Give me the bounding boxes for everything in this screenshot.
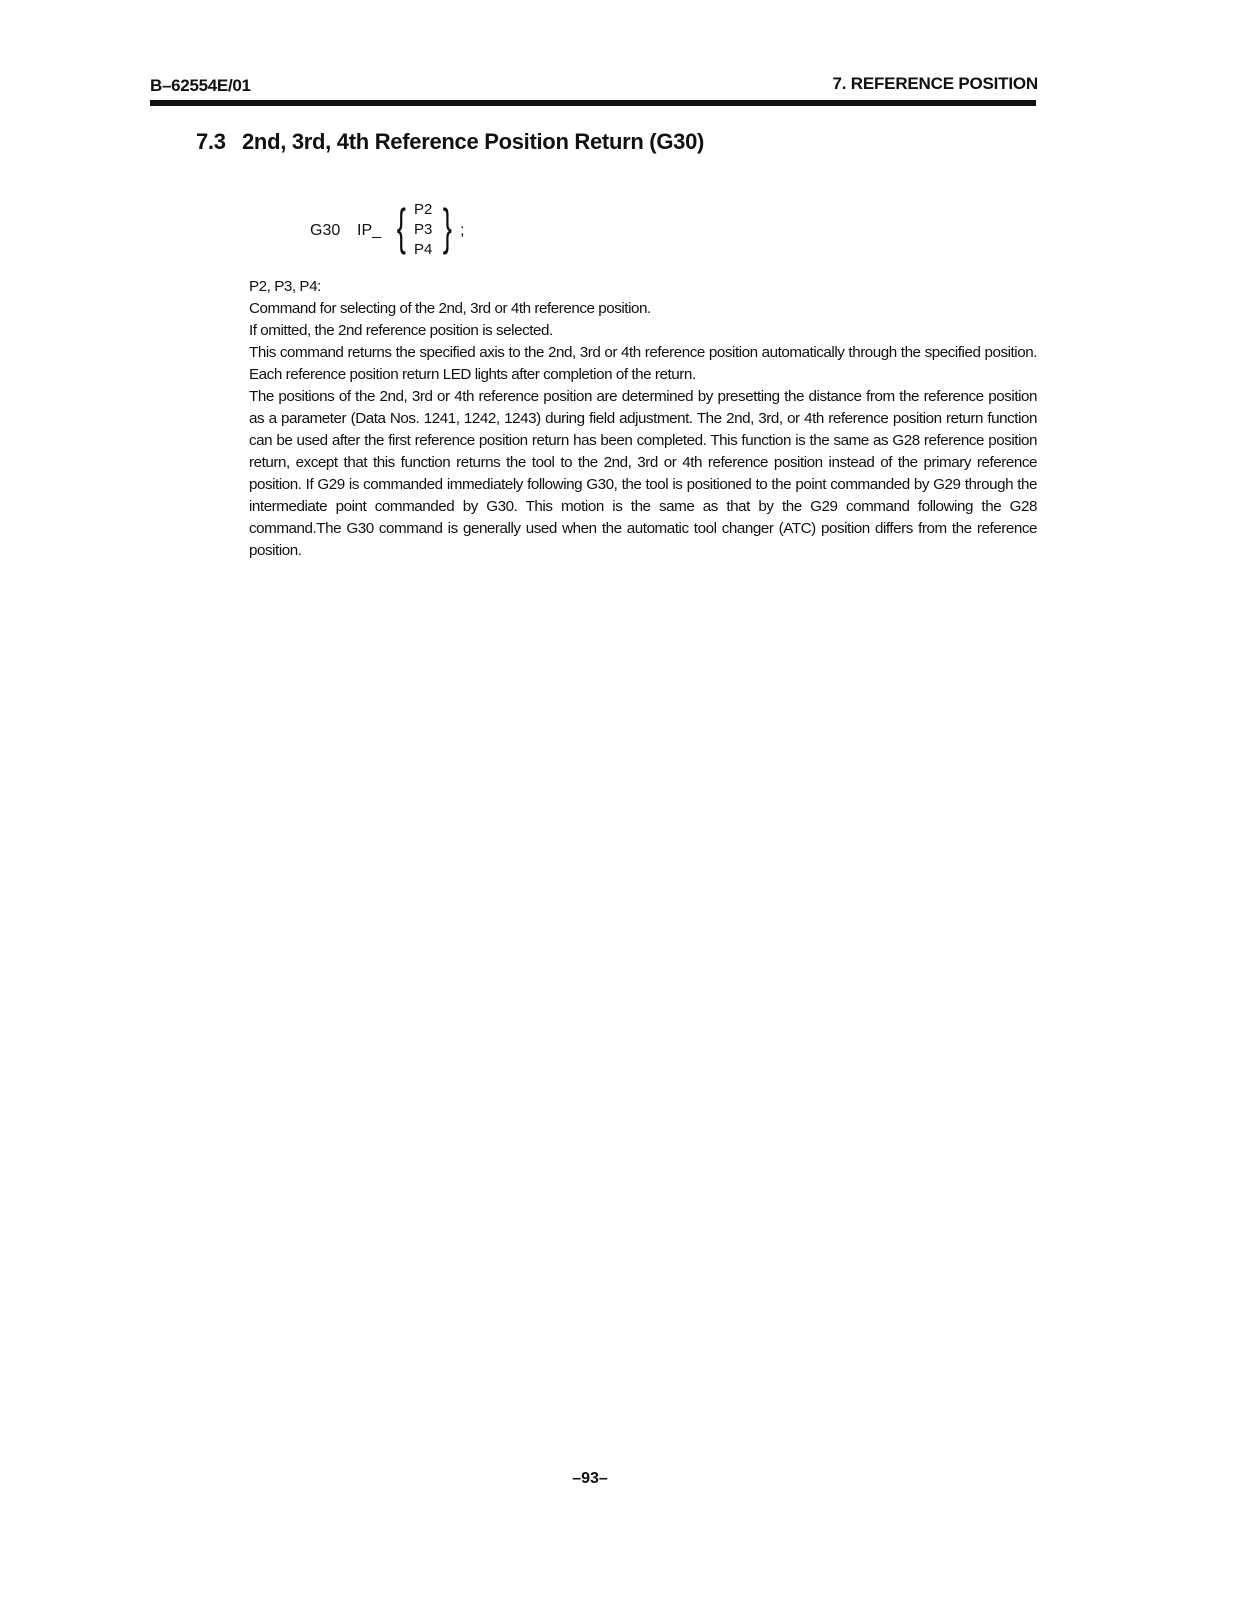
section-heading [196,129,704,155]
syntax-option: P2 [414,201,433,218]
syntax-command: G30 [310,222,341,239]
command-syntax [310,200,490,264]
body-text [249,276,1037,562]
param-label: P2, P3, P4: [249,278,321,295]
syntax-options [414,200,432,260]
section-title: 2nd, 3rd, 4th Reference Position Return (G30) [242,129,705,154]
page-number: –93– [572,1470,608,1487]
syntax-option: P4 [414,241,433,258]
syntax-option: P3 [414,221,433,238]
syntax-ip: IP_ [357,222,382,239]
param-default-note: If omitted, the 2nd reference position is selected. [249,322,553,339]
param-description: Command for selecting of the 2nd, 3rd or 4th reference position. [249,300,651,317]
right-brace: } [442,199,452,255]
left-brace: { [396,199,406,255]
syntax-terminator: ; [460,222,465,239]
document-id: B–62554E/01 [150,76,251,95]
section-number: 7.3 [196,129,226,154]
paragraph-details: The positions of the 2nd, 3rd or 4th reference position are determined by presetting the distance from the reference position as a parameter (Data Nos. 1241, 1242, 1243) during field adjustment. The 2nd, 3rd, or 4th reference position return function can be used after the first reference position return has been completed. This function is the same as G28 reference position return, except that this function returns the tool to the 2nd, 3rd or 4th reference position instead of the primary reference position. If G29 is commanded immediately following G30, the tool is positioned to the point commanded by G29 through the intermediate point commanded by G30. This motion is the same as that by the G29 command following the G28 command.The G30 command is generally used when the automatic tool changer (ATC) position differs from the reference position. [249,388,1037,559]
header-rule [150,100,1036,106]
chapter-title: 7. REFERENCE POSITION [832,74,1038,93]
paragraph-function: This command returns the specified axis to the 2nd, 3rd or 4th reference position automatically through the specified position. Each reference position return LED lights after completion of the return. [249,344,1037,383]
